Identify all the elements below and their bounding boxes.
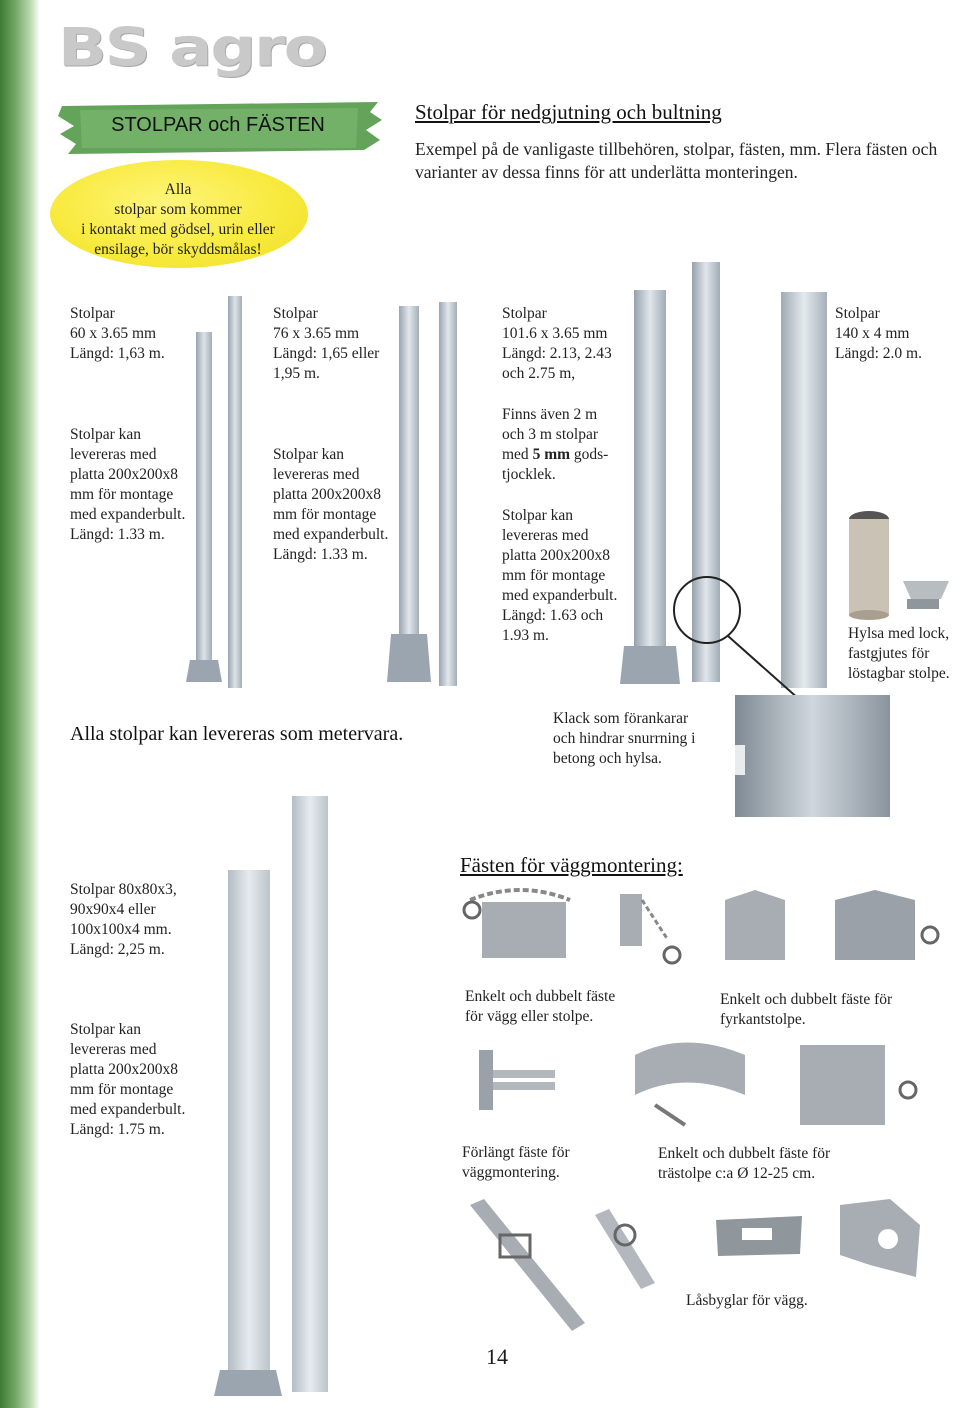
post-60-plate: Stolpar kan levereras med platta 200x200x8 mm för montage med expanderbult. Längd: 1.33 m. [70, 426, 186, 543]
square-post-spec: Stolpar 80x80x3, 90x90x4 eller 100x100x4 mm. Längd: 2,25 m. [70, 881, 177, 958]
post-60-image [180, 290, 250, 690]
bracket-chain-image [460, 880, 580, 970]
post-60-spec: Stolpar 60 x 3.65 mm Längd: 1,63 m. [70, 305, 165, 362]
caption-square-bracket: Enkelt och dubbelt fäste för fyrkantstolpe. [720, 991, 893, 1028]
square-post-image [210, 790, 350, 1400]
meter-text: Alla stolpar kan levereras som metervara. [70, 723, 404, 745]
lock-bar-long-image [460, 1195, 595, 1335]
section-intro: Exempel på de vanligaste tillbehören, stolpar, fästen, mm. Flera fästen och varianter av dessa finns för att underlätta monteringen. [415, 139, 938, 182]
section-heading-posts: Stolpar för nedgjutning och bultning [415, 100, 722, 124]
square-post-plate: Stolpar kan levereras med platta 200x200x8 mm för montage med expanderbult. Längd: 1.75 m. [70, 1021, 186, 1138]
bracket-wood-double-image [790, 1035, 930, 1130]
post-101-extra [502, 405, 608, 485]
caption-wood-bracket: Enkelt och dubbelt fäste för trästolpe c:a Ø 12-25 cm. [658, 1145, 831, 1182]
klack-caption: Klack som förankarar och hindrar snurrning i betong och hylsa. [553, 710, 696, 767]
banner-label: STOLPAR och FÄSTEN [111, 114, 325, 136]
post-101-spec: Stolpar 101.6 x 3.65 mm Längd: 2.13, 2.43 och 2.75 m, [502, 305, 612, 382]
post-76-image [385, 296, 465, 691]
caption-lock-bars: Låsbyglar för vägg. [686, 1292, 808, 1309]
note-text: Alla stolpar som kommer i kontakt med gödsel, urin eller ensilage, bör skyddsmålas! [81, 181, 275, 258]
bracket-extended-image [475, 1040, 565, 1120]
post-101-extra-prefix: Finns även 2 m och 3 m stolpar med [502, 406, 598, 463]
section-heading-wall-brackets: Fästen för väggmontering: [460, 853, 683, 877]
post-101-plate: Stolpar kan levereras med platta 200x200x8 mm för montage med expanderbult. Längd: 1.63 och 1.93 m. [502, 507, 618, 644]
post-101-extra-suffix: gods- tjocklek. [502, 446, 609, 483]
brand-logo: BS agro [58, 18, 326, 79]
caption-wall-or-post: Enkelt och dubbelt fäste för vägg eller stolpe. [465, 988, 616, 1025]
post-76-plate: Stolpar kan levereras med platta 200x200x8 mm för montage med expanderbult. Längd: 1.33 m. [273, 446, 389, 563]
lock-plate-image [712, 1210, 807, 1265]
klack-zoom-image [735, 695, 895, 820]
page-number: 14 [486, 1344, 508, 1369]
post-76-spec: Stolpar 76 x 3.65 mm Längd: 1,65 eller 1,95 m. [273, 305, 380, 382]
lock-angle-image [830, 1195, 925, 1285]
green-edge-bar [0, 0, 40, 1408]
sleeve-caption: Hylsa med lock, fastgjutes för löstagbar stolpe. [848, 625, 950, 682]
bracket-square-image [715, 880, 955, 980]
lock-bar-short-image [585, 1205, 665, 1290]
post-140-spec: Stolpar 140 x 4 mm Längd: 2.0 m. [835, 305, 922, 362]
caption-extended-bracket: Förlängt fäste för väggmontering. [462, 1144, 570, 1181]
bracket-small-chain-image [612, 880, 682, 975]
bracket-wood-image [625, 1035, 760, 1135]
post-101-extra-bold: 5 mm [532, 446, 571, 463]
